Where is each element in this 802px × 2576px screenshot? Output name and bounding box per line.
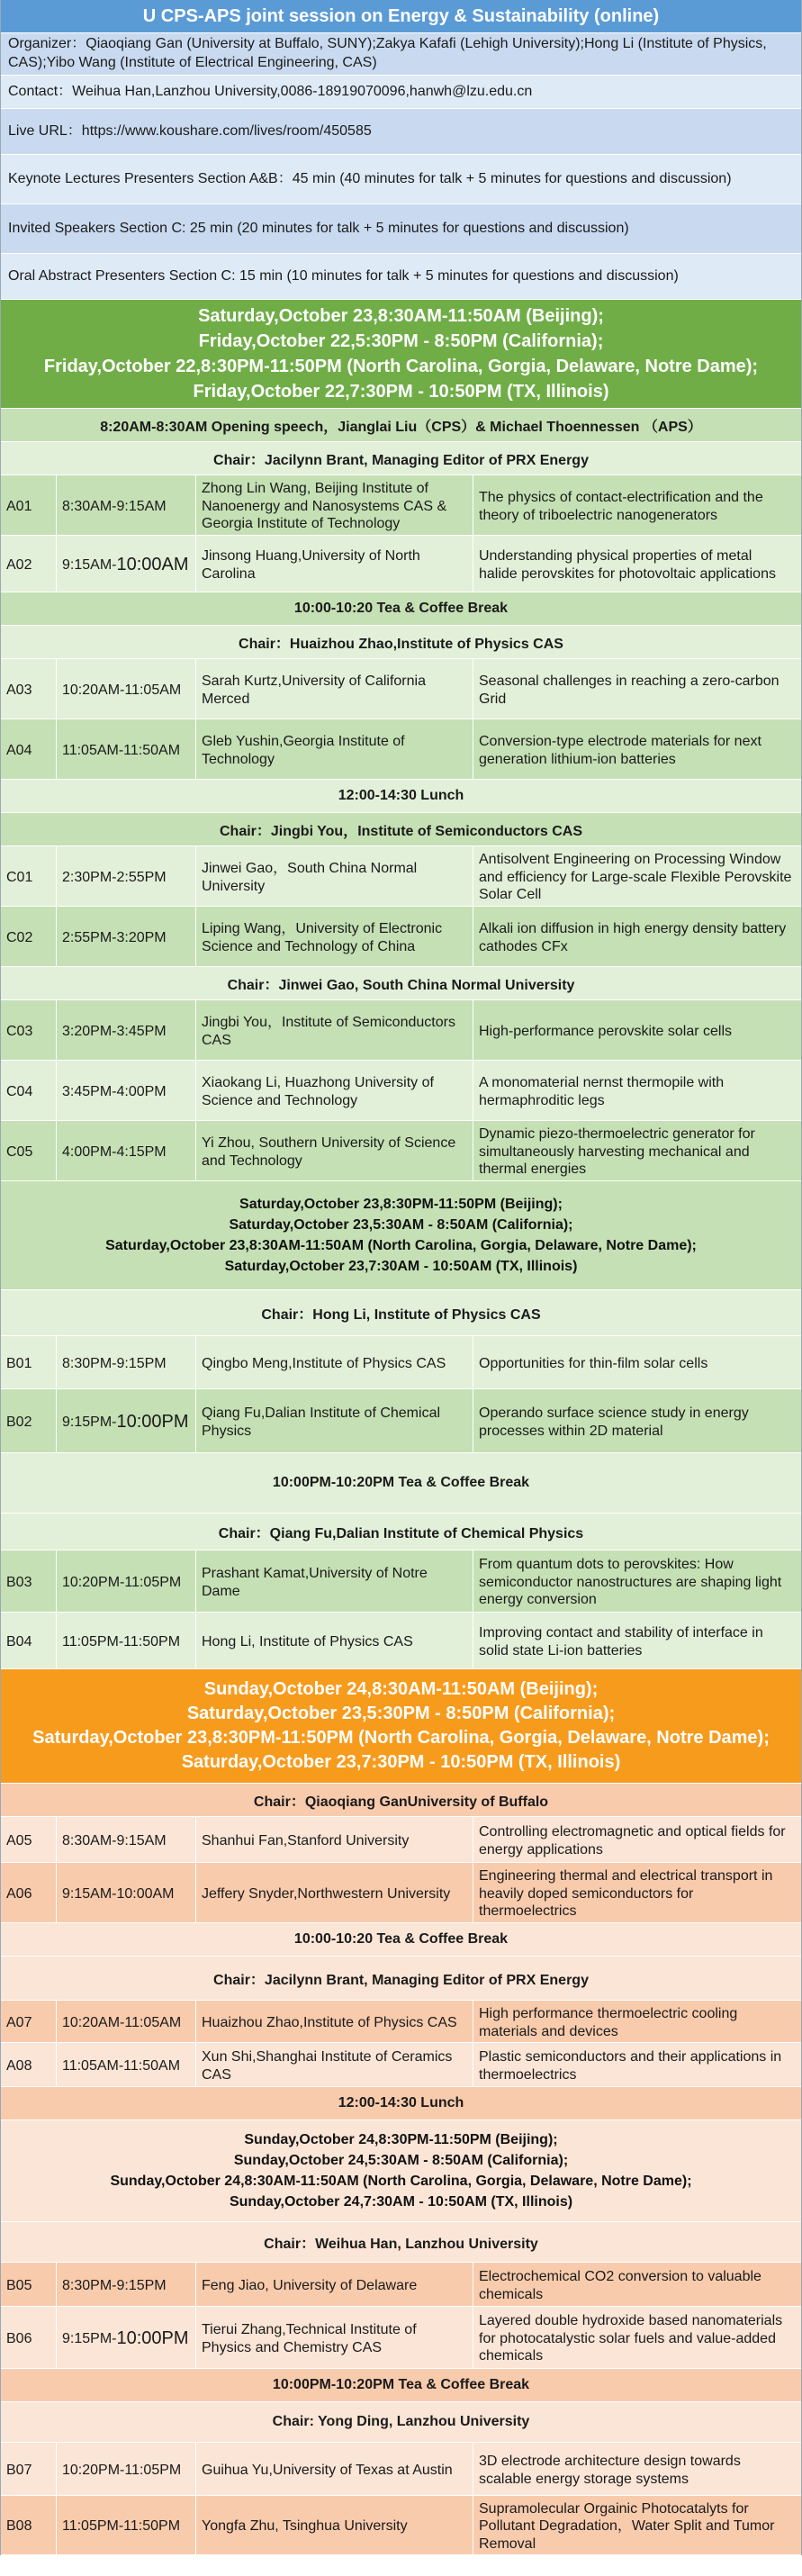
talk-title: Electrochemical CO2 conversion to valuable chemicals: [479, 2268, 761, 2302]
talk-id: A05: [1, 1817, 57, 1862]
day1b-header: [1, 1181, 801, 1290]
talk-id: B04: [1, 1613, 57, 1668]
talk-time: 10:20PM-11:05PM: [57, 1550, 196, 1612]
talk-title: Understanding physical properties of metal halide perovskites for photovoltaic applications: [479, 547, 776, 582]
talk-time: 9:15AM-10:00AM: [57, 1863, 196, 1922]
opening-speech: 8:20AM-8:30AM Opening speech，Jianglai Liu（CPS）& Michael Thoennessen （APS）: [1, 409, 801, 442]
talk-speaker: Yi Zhou, Southern University of Science and Technology: [196, 1121, 473, 1180]
talk-row: [1, 536, 801, 592]
day2-line: Saturday,October 23,7:30PM - 10:50PM (TX, Illinois): [181, 1752, 621, 1772]
chair-row: Chair：Jingbi You，Institute of Semiconductors CAS: [1, 813, 801, 846]
talk-time: 3:20PM-3:45PM: [57, 1000, 196, 1060]
talk-row: [1, 2496, 801, 2555]
talk-speaker: Xun Shi,Shanghai Institute of Ceramics CAS: [196, 2043, 473, 2086]
talk-time-end: 10:00PM: [116, 2328, 189, 2349]
talk-title: Layered double hydroxide based nanomaterials for photocatalystic solar fuels and value-added chemicals: [479, 2313, 783, 2364]
talk-id: B07: [1, 2443, 57, 2495]
lunch-row: 12:00-14:30 Lunch: [1, 780, 801, 813]
talk-row: [1, 1817, 801, 1863]
talk-id: A04: [1, 719, 57, 779]
talk-speaker: Jingbi You，Institute of Semiconductors CAS: [196, 1000, 473, 1060]
day2b-line: Sunday,October 24,8:30PM-11:50PM (Beijing);: [244, 2131, 558, 2147]
talk-row: [1, 907, 801, 967]
talk-title: Dynamic piezo-thermoelectric generator for simultaneously harvesting mechanical and thermal energies: [479, 1126, 755, 1178]
talk-id: A02: [1, 536, 57, 592]
day1b-line: Saturday,October 23,5:30AM - 8:50AM (California);: [229, 1216, 573, 1233]
talk-id: B03: [1, 1550, 57, 1612]
day1-line: Friday,October 22,8:30PM-11:50PM (North Carolina, Gorgia, Delaware, Notre Dame);: [43, 357, 759, 376]
talk-row: [1, 2263, 801, 2307]
lunch-row: 12:00-14:30 Lunch: [1, 2087, 801, 2120]
talk-speaker: Sarah Kurtz,University of California Merced: [196, 659, 473, 719]
talk-row: [1, 659, 801, 719]
talk-id: B02: [1, 1389, 57, 1452]
talk-title: Plastic semiconductors and their applications in thermoelectrics: [479, 2048, 782, 2083]
talk-time-start: 9:15PM-: [62, 2330, 117, 2346]
talk-row: [1, 2043, 801, 2087]
talk-id: C03: [1, 1000, 57, 1060]
chair-row: Chair：Jinwei Gao, South China Normal University: [1, 967, 801, 1000]
talk-speaker: Jinwei Gao，South China Normal University: [196, 846, 473, 906]
talk-time-start: 9:15AM-: [62, 556, 117, 573]
talk-id: A01: [1, 475, 57, 535]
oral-note: Oral Abstract Presenters Section C: 15 min (10 minutes for talk + 5 minutes for questions and discussion): [1, 254, 801, 300]
talk-time: 10:20PM-11:05PM: [57, 2443, 196, 2495]
talk-row: [1, 2307, 801, 2369]
talk-time-end: 10:00AM: [116, 555, 189, 575]
talk-row: [1, 1000, 801, 1061]
chair-row: Chair：Qiaoqiang GanUniversity of Buffalo: [1, 1784, 801, 1817]
day1-header: [1, 300, 801, 409]
day2b-line: Sunday,October 24,5:30AM - 8:50AM (California);: [233, 2152, 569, 2168]
talk-speaker: Guihua Yu,University of Texas at Austin: [196, 2443, 473, 2495]
talk-speaker: Liping Wang，University of Electronic Science and Technology of China: [196, 907, 473, 966]
talk-speaker: Zhong Lin Wang, Beijing Institute of Nanoenergy and Nanosystems CAS & Georgia Institute of Technology: [196, 475, 473, 535]
talk-time: 2:30PM-2:55PM: [57, 846, 196, 906]
keynote-note: Keynote Lectures Presenters Section A&B：45 min (40 minutes for talk + 5 minutes for questions and discussion): [1, 155, 801, 204]
talk-time: 10:20AM-11:05AM: [57, 659, 196, 719]
break-row: 10:00-10:20 Tea & Coffee Break: [1, 592, 801, 626]
talk-title: Seasonal challenges in reaching a zero-carbon Grid: [479, 673, 779, 707]
talk-time: [57, 1389, 196, 1452]
talk-id: C01: [1, 846, 57, 906]
talk-id: A08: [1, 2043, 57, 2086]
talk-time-end: 10:00PM: [116, 1412, 189, 1433]
talk-title: Conversion-type electrode materials for next generation lithium-ion batteries: [479, 733, 761, 767]
organizer-info: Organizer：Qiaoqiang Gan (University at Buffalo, SUNY);Zakya Kafafi (Lehigh University);Hong Li (Institute of Physics, CAS);Yibo Wang (Institute of Electrical Engineering, CAS): [1, 33, 801, 76]
talk-id: C05: [1, 1121, 57, 1180]
day2b-header: [1, 2120, 801, 2222]
talk-speaker: Qingbo Meng,Institute of Physics CAS: [196, 1336, 473, 1388]
talk-title: Operando surface science study in energy processes within 2D material: [479, 1405, 749, 1439]
talk-title: High-performance perovskite solar cells: [479, 1023, 732, 1039]
talk-title: Antisolvent Engineering on Processing Window and efficiency for Large-scale Flexible Perovskite Solar Cell: [479, 852, 792, 903]
talk-time: 11:05PM-11:50PM: [57, 1613, 196, 1668]
break-row: 10:00-10:20 Tea & Coffee Break: [1, 1923, 801, 1957]
talk-row: [1, 2443, 801, 2496]
talk-id: A06: [1, 1863, 57, 1922]
talk-title: High performance thermoelectric cooling materials and devices: [479, 2005, 738, 2039]
talk-speaker: Jinsong Huang,University of North Carolina: [196, 536, 473, 592]
talk-time: 8:30AM-9:15AM: [57, 475, 196, 535]
day2-line: Sunday,October 24,8:30AM-11:50AM (Beijing);: [203, 1679, 599, 1699]
talk-speaker: Qiang Fu,Dalian Institute of Chemical Physics: [196, 1389, 473, 1452]
invited-note: Invited Speakers Section C: 25 min (20 minutes for talk + 5 minutes for questions and discussion): [1, 204, 801, 254]
talk-time: [57, 536, 196, 592]
talk-time: 10:20AM-11:05AM: [57, 2001, 196, 2042]
contact-info: Contact：Weihua Han,Lanzhou University,0086-18919070096,hanwh@lzu.edu.cn: [1, 76, 801, 109]
talk-time-start: 9:15PM-: [62, 1414, 117, 1430]
day1-line: Friday,October 22,7:30PM - 10:50PM (TX, Illinois): [193, 382, 609, 402]
talk-id: A03: [1, 659, 57, 719]
talk-title: Controlling electromagnetic and optical fields for energy applications: [479, 1823, 786, 1857]
live-url[interactable]: Live URL：https://www.koushare.com/lives/room/450585: [1, 109, 801, 155]
talk-title: Opportunities for thin-film solar cells: [479, 1355, 708, 1371]
talk-time: 11:05AM-11:50AM: [57, 719, 196, 779]
day1b-line: Saturday,October 23,8:30PM-11:50PM (Beijing);: [239, 1196, 563, 1212]
talk-time: 2:55PM-3:20PM: [57, 907, 196, 966]
talk-time: 3:45PM-4:00PM: [57, 1061, 196, 1120]
talk-title: Alkali ion diffusion in high energy density battery cathodes CFx: [479, 920, 787, 954]
talk-time: 8:30PM-9:15PM: [57, 2263, 196, 2306]
chair-row: Chair：Weihua Han, Lanzhou University: [1, 2222, 801, 2263]
talk-speaker: Hong Li, Institute of Physics CAS: [196, 1613, 473, 1668]
talk-id: B05: [1, 2263, 57, 2306]
talk-time: 11:05PM-11:50PM: [57, 2496, 196, 2554]
break-row: 10:00PM-10:20PM Tea & Coffee Break: [1, 1453, 801, 1514]
talk-time: 8:30PM-9:15PM: [57, 1336, 196, 1388]
talk-row: [1, 1336, 801, 1389]
talk-id: C02: [1, 907, 57, 966]
talk-speaker: Yongfa Zhu, Tsinghua University: [196, 2496, 473, 2554]
chair-row: Chair：Jacilynn Brant, Managing Editor of PRX Energy: [1, 442, 801, 475]
talk-row: [1, 1613, 801, 1669]
talk-id: A07: [1, 2001, 57, 2042]
day1-line: Friday,October 22,5:30PM - 8:50PM (California);: [198, 331, 604, 351]
talk-title: A monomaterial nernst thermopile with hermaphroditic legs: [479, 1074, 725, 1108]
chair-row: Chair：Jacilynn Brant, Managing Editor of PRX Energy: [1, 1957, 801, 2001]
talk-speaker: Gleb Yushin,Georgia Institute of Technology: [196, 719, 473, 779]
talk-speaker: Prashant Kamat,University of Notre Dame: [196, 1550, 473, 1612]
chair-row: Chair: Yong Ding, Lanzhou University: [1, 2402, 801, 2443]
talk-title: Engineering thermal and electrical transport in heavily doped semiconductors for thermoelectrics: [479, 1868, 773, 1920]
talk-id: B01: [1, 1336, 57, 1388]
day2-header: [1, 1669, 801, 1784]
talk-time: [57, 2307, 196, 2368]
talk-row: [1, 475, 801, 536]
chair-row: Chair：Hong Li, Institute of Physics CAS: [1, 1290, 801, 1336]
talk-row: [1, 1061, 801, 1121]
talk-row: [1, 719, 801, 780]
talk-id: B06: [1, 2307, 57, 2368]
talk-speaker: Jeffery Snyder,Northwestern University: [196, 1863, 473, 1922]
day1b-line: Saturday,October 23,7:30AM - 10:50AM (TX, Illinois): [224, 1259, 578, 1275]
talk-speaker: Xiaokang Li, Huazhong University of Science and Technology: [196, 1061, 473, 1120]
talk-title: From quantum dots to perovskites: How semiconductor nanostructures are shaping light energy conversion: [479, 1557, 782, 1608]
chair-row: Chair：Qiang Fu,Dalian Institute of Chemical Physics: [1, 1514, 801, 1550]
talk-time: 4:00PM-4:15PM: [57, 1121, 196, 1180]
talk-id: C04: [1, 1061, 57, 1120]
day2-line: Saturday,October 23,5:30PM - 8:50PM (California);: [186, 1704, 616, 1723]
talk-speaker: Huaizhou Zhao,Institute of Physics CAS: [196, 2001, 473, 2042]
talk-speaker: Feng Jiao, University of Delaware: [196, 2263, 473, 2306]
day1-line: Saturday,October 23,8:30AM-11:50AM (Beijing);: [198, 306, 604, 326]
day2-line: Saturday,October 23,8:30PM-11:50PM (North Carolina, Gorgia, Delaware, Notre Dame);: [32, 1728, 770, 1748]
break-row: 10:00PM-10:20PM Tea & Coffee Break: [1, 2369, 801, 2402]
day1b-line: Saturday,October 23,8:30AM-11:50AM (North Carolina, Gorgia, Delaware, Notre Dame);: [105, 1238, 697, 1253]
talk-row: [1, 1121, 801, 1181]
talk-time: 8:30AM-9:15AM: [57, 1817, 196, 1862]
day2b-line: Sunday,October 24,8:30AM-11:50AM (North Carolina, Gorgia, Delaware, Notre Dame);: [110, 2174, 692, 2189]
talk-speaker: Shanhui Fan,Stanford University: [196, 1817, 473, 1862]
talk-title: Supramolecular Orgainic Photocatalyts for Pollutant Degradation，Water Split and Tumor Removal: [479, 2500, 775, 2552]
talk-title: Improving contact and stability of interface in solid state Li-ion batteries: [479, 1624, 763, 1659]
talk-title: The physics of contact-electrification and the theory of triboelectric nanogenerators: [479, 489, 763, 523]
talk-time: 11:05AM-11:50AM: [57, 2043, 196, 2086]
talk-title: 3D electrode architecture design towards scalable energy storage systems: [479, 2453, 741, 2487]
talk-row: [1, 1389, 801, 1453]
chair-row: Chair：Huaizhou Zhao,Institute of Physics CAS: [1, 626, 801, 659]
talk-row: [1, 846, 801, 907]
day2b-line: Sunday,October 24,7:30AM - 10:50AM (TX, Illinois): [229, 2194, 573, 2210]
talk-row: [1, 1550, 801, 1613]
talk-row: [1, 2001, 801, 2043]
talk-id: B08: [1, 2496, 57, 2554]
talk-row: [1, 1863, 801, 1923]
page-title: U CPS-APS joint session on Energy & Sustainability (online): [1, 0, 801, 33]
talk-speaker: Tierui Zhang,Technical Institute of Physics and Chemistry CAS: [196, 2307, 473, 2368]
